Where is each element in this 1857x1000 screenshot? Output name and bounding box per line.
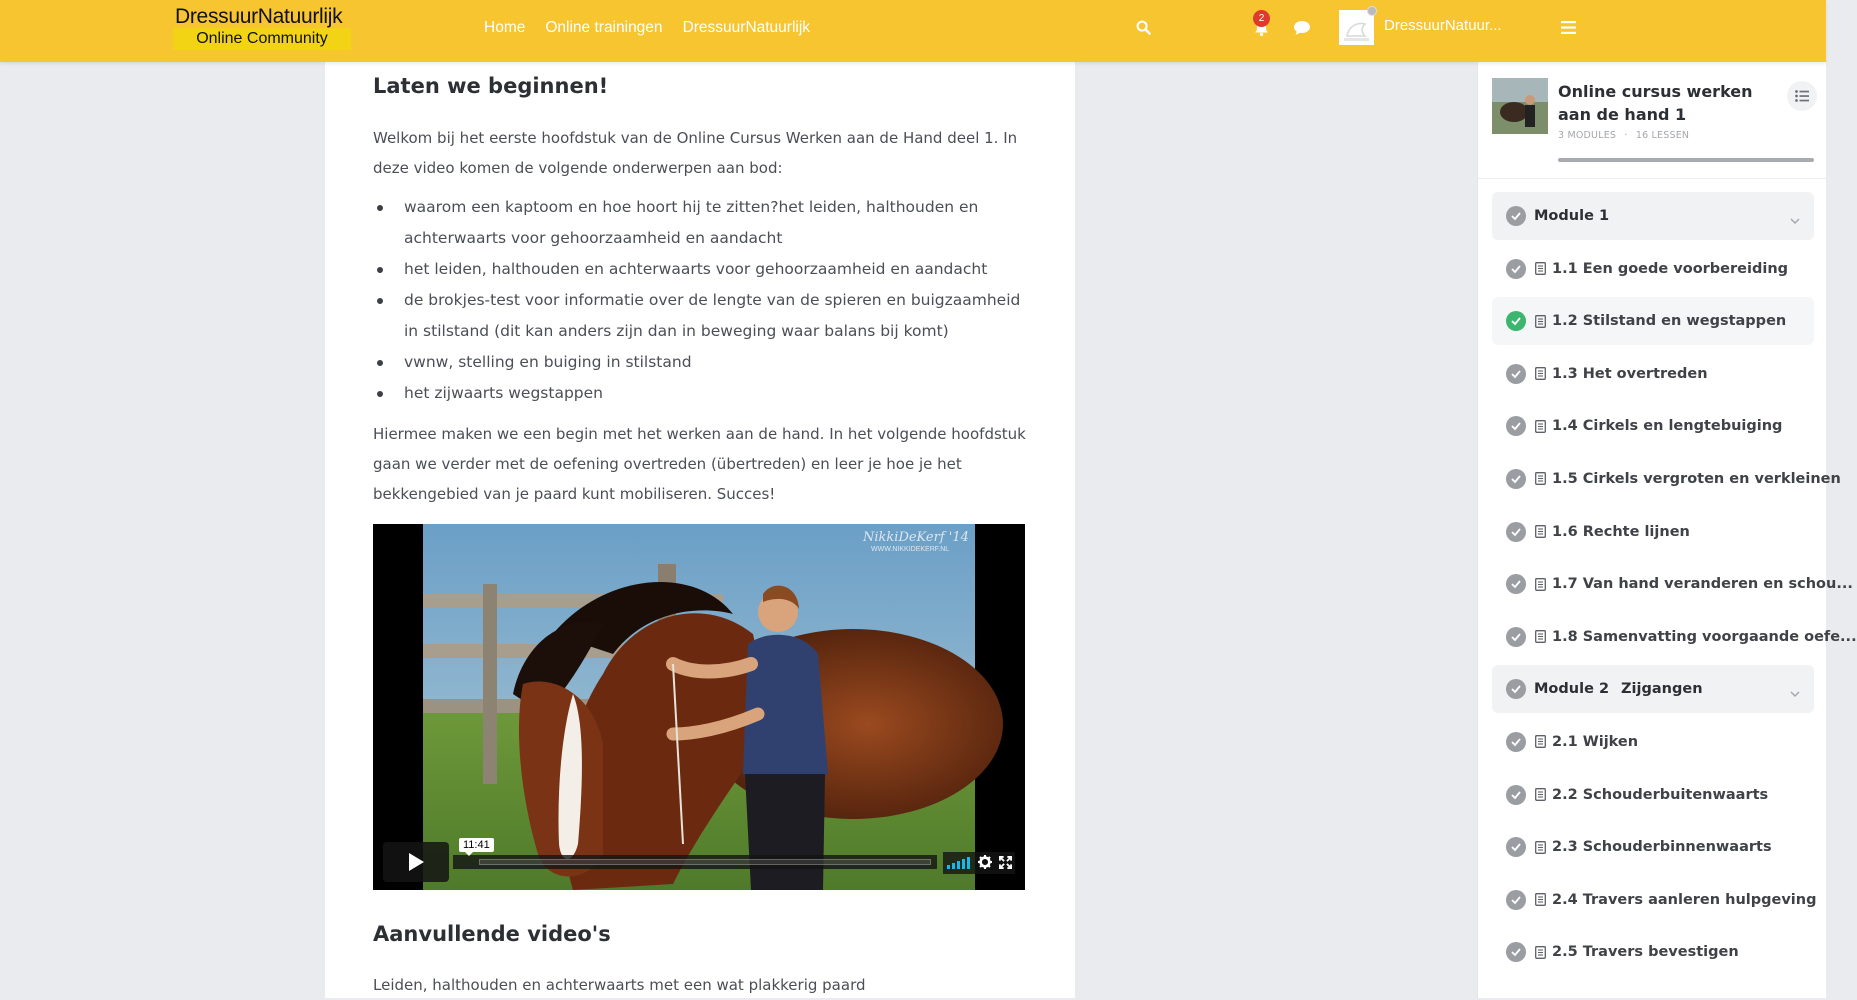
check-done-icon <box>1506 311 1526 331</box>
lesson-list <box>1492 192 1857 981</box>
additional-video-caption: Leiden, halthouden en achterwaarts met een wat plakkerig paard <box>373 976 866 994</box>
lesson-row[interactable] <box>1492 718 1814 766</box>
check-icon <box>1506 785 1526 805</box>
list-item: het zijwaarts wegstappen <box>373 378 1033 409</box>
video-watermark-url: WWW.NIKKIDEKERF.NL <box>871 546 950 553</box>
lesson-label: 1.8 Samenvatting voorgaande oefe... <box>1552 628 1857 645</box>
document-icon <box>1535 788 1546 801</box>
course-sidebar <box>1477 62 1857 998</box>
lesson-row[interactable] <box>1492 402 1814 450</box>
lesson-row[interactable] <box>1492 613 1857 661</box>
notification-badge: 2 <box>1253 10 1270 27</box>
module-row-2[interactable] <box>1492 665 1814 713</box>
lesson-label: 2.4 Travers aanleren hulpgeving <box>1552 891 1817 908</box>
lesson-label: 1.1 Een goede voorbereiding <box>1552 260 1789 277</box>
nav-dressuurnatuurlijk[interactable]: DressuurNatuurlijk <box>682 19 811 36</box>
lesson-row[interactable] <box>1492 455 1841 503</box>
meta-separator: · <box>1624 130 1628 141</box>
check-icon <box>1506 469 1526 489</box>
check-icon <box>1506 890 1526 910</box>
lesson-row[interactable] <box>1492 928 1814 976</box>
video-progress-bar[interactable] <box>453 855 937 869</box>
play-button[interactable] <box>383 842 449 882</box>
lesson-row[interactable] <box>1492 876 1817 924</box>
chevron-down-icon[interactable] <box>1790 682 1800 701</box>
list-item: waarom een kaptoom en hoe hoort hij te zitten?het leiden, halthouden en achterwaarts voor gehoorzaamheid en aandacht <box>373 192 1033 254</box>
check-icon <box>1506 627 1526 647</box>
module-row-1[interactable] <box>1492 192 1814 240</box>
intro-paragraph: Welkom bij het eerste hoofdstuk van de Online Cursus Werken aan de Hand deel 1. In deze video komen de volgende onderwerpen aan bod: <box>373 129 1018 177</box>
logo-subtitle: Online Community <box>173 28 351 50</box>
site-logo[interactable] <box>173 5 353 50</box>
course-avatar <box>1492 78 1548 134</box>
document-icon <box>1535 735 1546 748</box>
document-icon <box>1535 841 1546 854</box>
lesson-label: 1.6 Rechte lijnen <box>1552 523 1690 540</box>
video-right-controls <box>943 852 1015 874</box>
search-icon[interactable] <box>1133 17 1153 37</box>
lesson-label: 1.3 Het overtreden <box>1552 365 1708 382</box>
fullscreen-icon[interactable] <box>999 854 1012 873</box>
document-icon <box>1535 262 1546 275</box>
toc-toggle-button[interactable] <box>1787 81 1817 111</box>
volume-icon[interactable] <box>947 854 971 873</box>
lesson-row-active[interactable] <box>1492 297 1814 345</box>
check-icon <box>1506 679 1526 699</box>
document-icon <box>1535 946 1546 959</box>
chat-icon[interactable] <box>1291 18 1313 38</box>
check-icon <box>1506 732 1526 752</box>
chevron-down-icon[interactable] <box>1790 209 1800 228</box>
document-icon <box>1535 525 1546 538</box>
check-icon <box>1506 837 1526 857</box>
document-icon <box>1535 315 1546 328</box>
module-label: Module 1 <box>1534 208 1610 224</box>
outro-paragraph: Hiermee maken we een begin met het werken aan de hand. In het volgende hoofdstuk gaan we verder met de oefening overtreden (übertreden) en leer je hoe je het bekkengebied van je paard kunt mobiliseren. Succes! <box>373 425 1026 503</box>
check-icon <box>1506 206 1526 226</box>
lesson-row[interactable] <box>1492 350 1814 398</box>
course-title: Online cursus werken aan de hand 1 <box>1558 82 1753 124</box>
module-subtitle: Zijgangen <box>1621 681 1703 698</box>
check-icon <box>1506 364 1526 384</box>
lesson-heading: Laten we beginnen! <box>373 74 609 98</box>
module-count: 3 MODULES <box>1558 130 1617 141</box>
list-item: de brokjes-test voor informatie over de lengte van de spieren en buigzaamheid in stilstand (dit kan anders zijn dan in beweging waar balans bij komt) <box>373 285 1033 347</box>
top-navbar <box>0 0 1826 62</box>
course-meta <box>1558 130 1689 141</box>
user-name[interactable]: DressuurNatuur... <box>1384 17 1502 34</box>
lesson-label: 1.2 Stilstand en wegstappen <box>1552 313 1787 330</box>
divider <box>1478 178 1827 179</box>
list-icon <box>1795 90 1809 102</box>
topics-list <box>373 192 1033 409</box>
lesson-label: 2.2 Schouderbuitenwaarts <box>1552 786 1769 803</box>
lesson-label: 2.3 Schouderbinnenwaarts <box>1552 839 1772 856</box>
lesson-label: 1.4 Cirkels en lengtebuiging <box>1552 418 1783 435</box>
check-icon <box>1506 259 1526 279</box>
status-dot <box>1367 6 1377 16</box>
document-icon <box>1535 578 1546 591</box>
document-icon <box>1535 420 1546 433</box>
video-controls <box>383 839 1015 882</box>
lesson-row[interactable] <box>1492 771 1814 819</box>
lesson-row[interactable] <box>1492 508 1814 556</box>
document-icon <box>1535 367 1546 380</box>
document-icon <box>1535 630 1546 643</box>
lesson-content <box>325 62 1075 998</box>
lesson-label: 2.5 Travers bevestigen <box>1552 944 1739 961</box>
progress-track[interactable] <box>479 859 931 865</box>
video-player[interactable] <box>373 524 1025 890</box>
check-icon <box>1506 416 1526 436</box>
check-icon <box>1506 522 1526 542</box>
video-timecode: 11:41 <box>459 838 494 852</box>
lesson-row[interactable] <box>1492 560 1853 608</box>
video-frame <box>373 524 1025 890</box>
list-item: het leiden, halthouden en achterwaarts voor gehoorzaamheid en aandacht <box>373 254 1033 285</box>
list-item: vwnw, stelling en buiging in stilstand <box>373 347 1033 378</box>
settings-gear-icon[interactable] <box>978 854 992 873</box>
lesson-label: 2.1 Wijken <box>1552 733 1639 750</box>
course-progress-bar <box>1558 158 1814 162</box>
module-label: Module 2 <box>1534 681 1610 698</box>
additional-videos-heading: Aanvullende video's <box>373 922 611 946</box>
check-icon <box>1506 574 1526 594</box>
document-icon <box>1535 893 1546 906</box>
lesson-label: 1.5 Cirkels vergroten en verkleinen <box>1552 470 1841 487</box>
nav-online-trainingen[interactable]: Online trainingen <box>545 19 663 36</box>
lesson-count: 16 LESSEN <box>1635 130 1690 141</box>
main-nav <box>484 0 810 56</box>
document-icon <box>1535 472 1546 485</box>
play-icon <box>407 852 425 872</box>
video-watermark: NikkiDeKerf '14 <box>863 530 969 545</box>
nav-home[interactable]: Home <box>484 19 526 36</box>
lesson-row[interactable] <box>1492 823 1814 871</box>
check-icon <box>1506 942 1526 962</box>
lesson-label: 1.7 Van hand veranderen en schou... <box>1552 576 1853 593</box>
hamburger-icon[interactable] <box>1558 17 1578 37</box>
lesson-row[interactable] <box>1492 245 1814 293</box>
logo-title: DressuurNatuurlijk <box>175 5 343 28</box>
